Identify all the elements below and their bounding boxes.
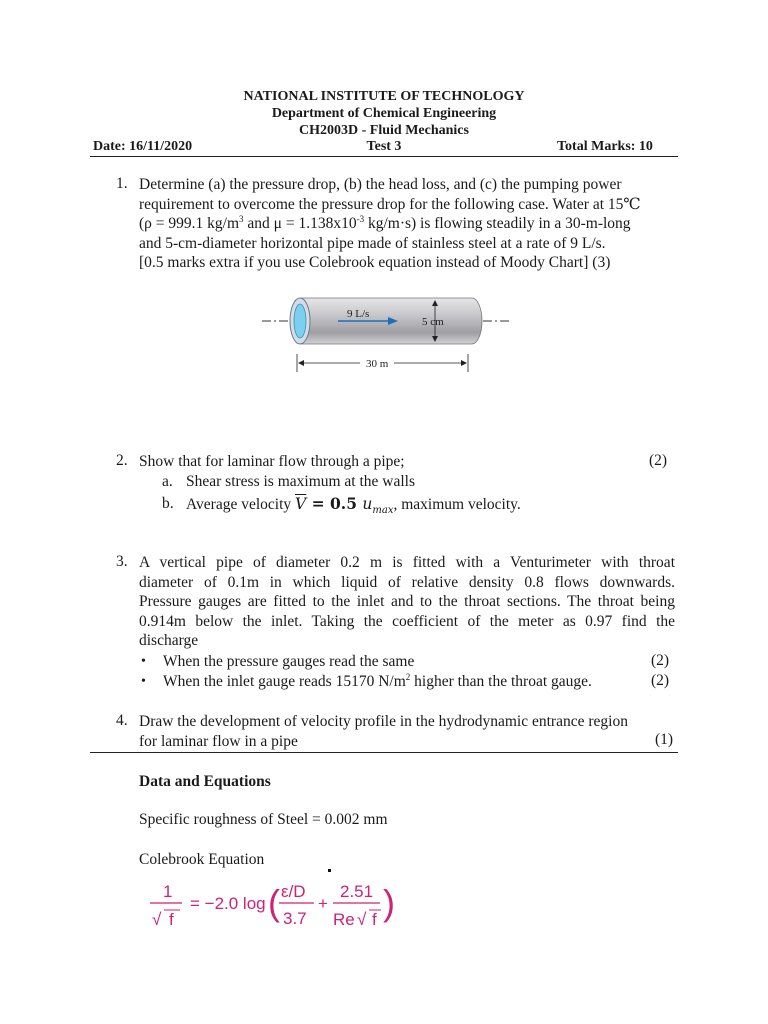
q3-line2: diameter of 0.1m in which liquid of relative density 0.8 flows downwards. [139,573,675,591]
q2-text: Show that for laminar flow through a pipe; [139,453,405,470]
q1-line2: requirement to overcome the pressure drop for the following case. Water at 15℃ [139,195,641,213]
q4-marks: (1) [655,731,674,748]
q2b-u: u [362,495,373,513]
q3-line1: A vertical pipe of diameter 0.2 m is fitted with a Venturimeter with throat [139,554,675,571]
q2b-vbar: $\overline{V}$ [295,495,307,513]
q2b-suffix: , maximum velocity. [393,496,521,513]
q1-mu: and μ = 1.138x10 [243,215,357,232]
pipe-inlet-water [294,304,306,338]
formula-plus: + [318,894,328,913]
formula-eps: ε/D [281,882,306,901]
q1-line1: Determine (a) the pressure drop, (b) the head loss, and (c) the pumping power [139,176,622,193]
q3-bullet1-marks: (2) [651,652,670,669]
q3-bullet2-dot: • [141,674,146,689]
formula-lhs-sqrt: √ [152,910,162,929]
q2a-label: a. [162,473,173,490]
q2-marks: (2) [649,452,668,469]
q3-bullet2-post: higher than the throat gauge. [410,673,592,690]
header-rule [90,156,678,157]
q3-text [139,553,675,651]
q2b-prefix: Average velocity [186,496,296,513]
q2b-label: b. [162,495,174,512]
q3-bullet2-pre: When the inlet gauge reads 15170 N/m [163,673,406,690]
q1-mu-exp: -3 [356,214,365,224]
length-arrow-left [298,360,304,366]
q4-line1: Draw the development of velocity profile in the hydrodynamic entrance region [139,713,628,730]
q2b-sub: max [372,505,394,517]
length-label: 30 m [366,358,389,370]
formula-37: 3.7 [283,909,307,928]
q3-bullet1-dot: • [141,654,146,669]
q1-line3 [139,214,675,234]
q3-bullet2-text [163,672,592,692]
roughness-text: Specific roughness of Steel = 0.002 mm [139,811,388,828]
section-rule [90,752,678,753]
total-marks: Total Marks: 10 [557,139,653,154]
flow-label: 9 L/s [347,308,370,320]
data-heading: Data and Equations [139,773,271,790]
formula-re: Re [333,910,355,929]
q2b-text [186,494,521,521]
colebrook-formula [140,876,400,934]
q4-number: 4. [116,712,128,729]
q2b-eq: = 0.5 [306,494,363,513]
institute-title: NATIONAL INSTITUTE OF TECHNOLOGY [243,89,525,104]
q4-text [139,712,675,751]
q1-line4: and 5-cm-diameter horizontal pipe made of stainless steel at a rate of 9 L/s. [139,234,606,252]
q1-rho-exp: 3 [239,214,244,224]
course-title: CH2003D - Fluid Mechanics [299,123,469,138]
diameter-label: 5 cm [422,316,444,328]
length-arrow-right [461,360,467,366]
q1-line5: [0.5 marks extra if you use Colebrook equation instead of Moody Chart] (3) [139,254,611,271]
q1-mu-unit: kg/m·s) is flowing steadily in a 30-m-long [364,215,631,232]
formula-lhs-num: 1 [163,882,173,901]
department-title: Department of Chemical Engineering [271,106,497,121]
formula-lhs-f: f [169,910,174,929]
formula-re-sqrt: √ [357,910,367,929]
test-name: Test 3 [366,139,402,154]
pipe-figure [262,292,512,374]
q1-number: 1. [116,175,128,192]
q4-line2: for laminar flow in a pipe [139,732,298,750]
stray-dot [328,869,331,872]
formula-paren-right: ) [383,882,395,923]
q2a-text: Shear stress is maximum at the walls [186,473,416,490]
q3-bullet2-marks: (2) [651,672,670,689]
formula-251: 2.51 [340,882,374,901]
q1-text [139,175,675,273]
colebrook-title: Colebrook Equation [139,851,265,868]
q3-line3: Pressure gauges are fitted to the inlet and to the throat sections. The throat being [139,593,675,610]
q3-line4: 0.914m below the inlet. Taking the coefficient of the meter as 0.97 find the [139,612,675,630]
q3-number: 3. [116,553,128,570]
q3-bullet1-text: When the pressure gauges read the same [163,653,415,670]
exam-date: Date: 16/11/2020 [93,139,193,154]
formula-eq: = −2.0 log [190,894,266,913]
q3-bullet2-exp: 2 [405,672,411,682]
q1-rho: (ρ = 999.1 kg/m [139,215,240,232]
q3-line5: discharge [139,632,199,649]
q2-number: 2. [116,452,128,469]
formula-re-f: f [372,910,377,929]
formula-paren-left: ( [268,882,280,923]
